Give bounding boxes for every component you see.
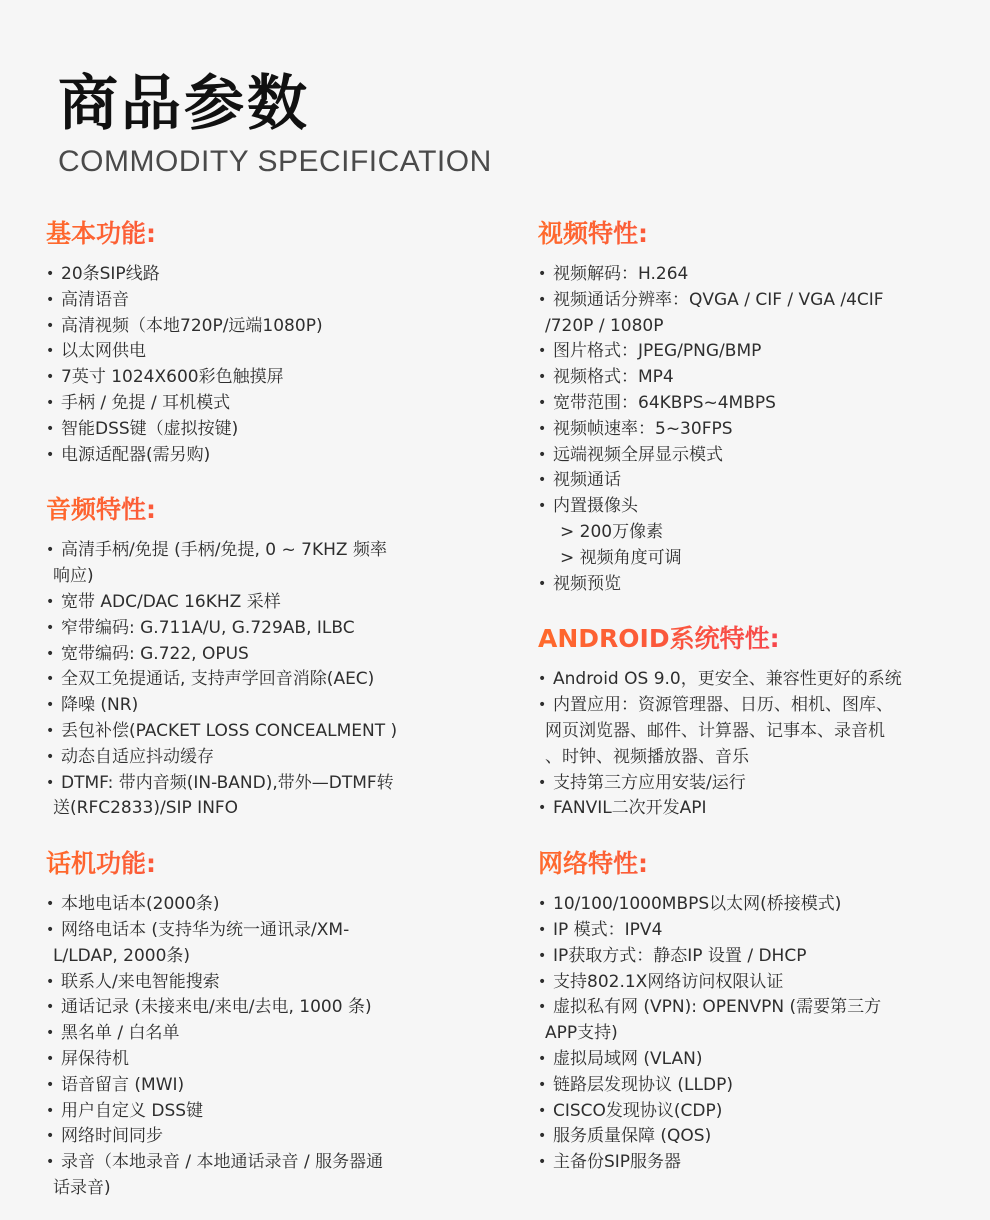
bullet-icon: • (46, 921, 55, 938)
list-item: • 联系人/来电智能搜索 (46, 970, 466, 996)
bullet-icon: • (538, 896, 547, 913)
list-item: • 视频预览 (538, 572, 958, 598)
list-item: • 手柄 / 免提 / 耳机模式 (46, 391, 466, 417)
page-subtitle: COMMODITY SPECIFICATION (58, 145, 492, 178)
bullet-icon: • (46, 774, 55, 791)
bullet-icon: • (538, 947, 547, 964)
list-item: • 网络时间同步 (46, 1124, 466, 1150)
bullet-icon: • (538, 973, 547, 990)
bullet-icon: • (538, 1102, 547, 1119)
bullet-icon: • (538, 394, 547, 411)
list-item: • IP获取方式：静态IP 设置 / DHCP (538, 944, 958, 970)
list-item: • 远端视频全屏显示模式 (538, 443, 958, 469)
list-item: • 黑名单 / 白名单 (46, 1021, 466, 1047)
section-title-video: 视频特性: (538, 214, 958, 254)
list-item: • 宽带编码: G.722, OPUS (46, 642, 466, 668)
phone-list (46, 892, 466, 1202)
network-list (538, 892, 958, 1176)
bullet-icon: • (538, 343, 547, 360)
bullet-icon: • (46, 291, 55, 308)
list-item: • 10/100/1000MBPS以太网(桥接模式) (538, 892, 958, 918)
bullet-icon: • (46, 697, 55, 714)
page-header (58, 68, 492, 182)
bullet-icon: • (46, 317, 55, 334)
bullet-icon: • (538, 266, 547, 282)
bullet-icon: • (538, 291, 547, 308)
section-title-network: 网络特性: (538, 844, 958, 884)
list-item: • FANVIL二次开发API (538, 796, 958, 822)
bullet-icon: • (538, 498, 547, 515)
section-video (538, 214, 958, 597)
bullet-icon: • (46, 394, 55, 411)
list-item: • CISCO发现协议(CDP) (538, 1099, 958, 1125)
sub-item: > 200万像素 (560, 521, 664, 542)
list-item: • 丢包补偿(PACKET LOSS CONCEALMENT ) (46, 719, 466, 745)
section-android (538, 619, 958, 822)
list-item: • 降噪 (NR) (46, 693, 466, 719)
bullet-icon: • (538, 774, 547, 791)
bullet-icon: • (46, 1154, 55, 1171)
bullet-icon: • (46, 619, 55, 636)
list-item: • Android OS 9.0，更安全、兼容性更好的系统 (538, 667, 958, 693)
list-item: • 支持第三方应用安装/运行 (538, 771, 958, 797)
list-item: • IP 模式：IPV4 (538, 918, 958, 944)
list-item: • 窄带编码: G.711A/U, G.729AB, ILBC (46, 616, 466, 642)
section-title-audio: 音频特性: (46, 490, 466, 530)
list-item: • 用户自定义 DSS键 (46, 1099, 466, 1125)
list-item: • 主备份SIP服务器 (538, 1150, 958, 1176)
list-item: • 宽带范围：64KBPS~4MBPS (538, 391, 958, 417)
list-item: • 虚拟局域网 (VLAN) (538, 1047, 958, 1073)
bullet-icon: • (46, 1128, 55, 1145)
list-item: • 视频通话 (538, 468, 958, 494)
list-item: • 宽带 ADC/DAC 16KHZ 采样 (46, 590, 466, 616)
bullet-icon: • (46, 896, 55, 913)
list-item: • 视频解码：H.264 (538, 262, 958, 288)
sub-item: > 视频角度可调 (560, 547, 682, 568)
video-list (538, 262, 958, 597)
list-item: • 通话记录 (未接来电/来电/去电, 1000 条) (46, 995, 466, 1021)
list-item: • 高清视频（本地720P/远端1080P) (46, 314, 466, 340)
bullet-icon: • (538, 921, 547, 938)
list-item: • 虚拟私有网 (VPN): OPENVPN (需要第三方 APP支持) (538, 997, 882, 1044)
list-item: • 图片格式：JPEG/PNG/BMP (538, 339, 958, 365)
bullet-icon: • (46, 973, 55, 990)
bullet-icon: • (538, 999, 547, 1016)
section-network (538, 844, 958, 1176)
bullet-icon: • (46, 1076, 55, 1093)
list-item: • 视频通话分辨率：QVGA / CIF / VGA /4CIF /720P / 1080P (538, 289, 884, 336)
section-title-basic: 基本功能: (46, 214, 466, 254)
bullet-icon: • (46, 593, 55, 610)
list-item: • DTMF: 带内音频(IN-BAND),带外—DTMF转 送(RFC2833)/SIP INFO (46, 772, 394, 819)
bullet-icon: • (538, 1128, 547, 1145)
section-basic (46, 214, 466, 468)
basic-list (46, 262, 466, 468)
list-item: • 内置摄像头 (538, 494, 958, 520)
bullet-icon: • (46, 542, 55, 559)
list-item: • 动态自适应抖动缓存 (46, 745, 466, 771)
bullet-icon: • (46, 722, 55, 739)
bullet-icon: • (538, 800, 547, 817)
page-title: 商品参数 (58, 69, 310, 139)
bullet-icon: • (46, 645, 55, 662)
bullet-icon: • (538, 575, 547, 592)
list-item: • 视频帧速率：5~30FPS (538, 417, 958, 443)
list-item: • 本地电话本(2000条) (46, 892, 466, 918)
bullet-icon: • (538, 671, 547, 688)
list-item: • 网络电话本 (支持华为统一通讯录/XM- L/LDAP, 2000条) (46, 919, 350, 966)
bullet-icon: • (46, 266, 55, 282)
bullet-icon: • (46, 1050, 55, 1067)
list-item: • 链路层发现协议 (LLDP) (538, 1073, 958, 1099)
section-title-phone: 话机功能: (46, 844, 466, 884)
bullet-icon: • (538, 369, 547, 386)
bullet-icon: • (46, 1102, 55, 1119)
bullet-icon: • (538, 1154, 547, 1171)
bullet-icon: • (538, 420, 547, 437)
bullet-icon: • (46, 343, 55, 360)
right-column (538, 214, 958, 1194)
left-column (46, 214, 466, 1220)
android-list (538, 667, 958, 822)
bullet-icon: • (46, 446, 55, 463)
list-item: • 智能DSS键（虚拟按键) (46, 417, 466, 443)
bullet-icon: • (46, 420, 55, 437)
bullet-icon: • (46, 999, 55, 1016)
list-item: • 全双工免提通话, 支持声学回音消除(AEC) (46, 667, 466, 693)
list-item: • 高清手柄/免提 (手柄/免提, 0 ~ 7KHZ 频率 响应) (46, 540, 387, 587)
bullet-icon: • (538, 446, 547, 463)
list-item: • 屏保待机 (46, 1047, 466, 1073)
section-audio (46, 490, 466, 822)
bullet-icon: • (538, 1050, 547, 1067)
bullet-icon: • (538, 697, 547, 714)
list-item: • 7英寸 1024X600彩色触摸屏 (46, 365, 466, 391)
list-item: • 20条SIP线路 (46, 262, 466, 288)
bullet-icon: • (538, 472, 547, 489)
list-item: • 录音（本地录音 / 本地通话录音 / 服务器通 话录音) (46, 1152, 384, 1198)
bullet-icon: • (46, 1025, 55, 1042)
section-title-android: ANDROID系统特性: (538, 619, 958, 659)
list-item: • 视频格式：MP4 (538, 365, 958, 391)
list-item: • 内置应用：资源管理器、日历、相机、图库、 网页浏览器、邮件、计算器、记事本、录音机 、时钟、视频播放器、音乐 (538, 695, 893, 767)
list-item: • 电源适配器(需另购) (46, 443, 466, 469)
bullet-icon: • (46, 671, 55, 688)
bullet-icon: • (46, 369, 55, 386)
list-item: • 高清语音 (46, 288, 466, 314)
list-item: • 语音留言 (MWI) (46, 1073, 466, 1099)
list-item: • 以太网供电 (46, 339, 466, 365)
list-item: • 支持802.1X网络访问权限认证 (538, 970, 958, 996)
audio-list (46, 538, 466, 822)
section-phone (46, 844, 466, 1202)
list-item: • 服务质量保障 (QOS) (538, 1124, 958, 1150)
bullet-icon: • (46, 748, 55, 765)
bullet-icon: • (538, 1076, 547, 1093)
